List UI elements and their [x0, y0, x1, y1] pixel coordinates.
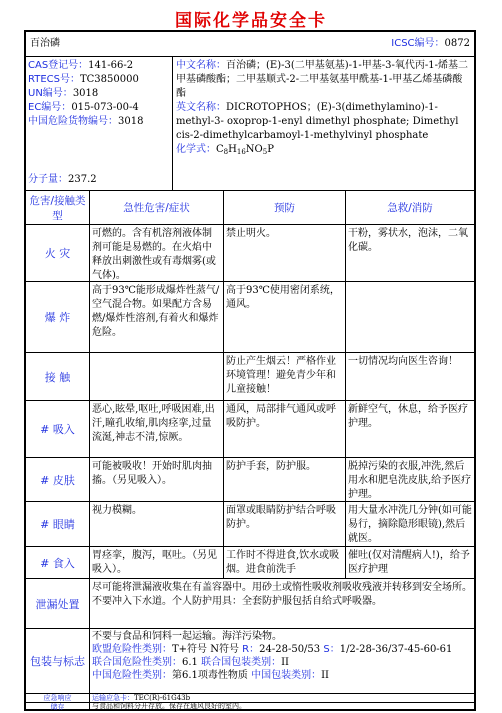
aid-explosion [345, 282, 474, 352]
prevent-contact: 防止产生烟云！严格作业环境管理！避免青少年和儿童接触！ [223, 353, 345, 400]
header-prevention: 预防 [223, 191, 345, 224]
emergency-label: 应急响应 [43, 694, 72, 702]
type-fire: 火 灾 [44, 247, 71, 260]
prevent-fire: 禁止明火。 [223, 225, 345, 281]
hazard-table-header [26, 190, 474, 224]
packaging-label: 包装与标志 [30, 654, 85, 668]
ec-line: EC编号：015-073-00-4 [28, 102, 139, 113]
type-skin: # 皮肤 [40, 473, 75, 487]
storage-label: 储存 [26, 702, 89, 710]
aid-inhalation: 新鲜空气，休息，给予医疗护理。 [345, 401, 474, 457]
prevent-ingestion: 工作时不得进食,饮水或吸烟。进食前洗手 [223, 547, 345, 578]
prevent-skin: 防护手套，防护服。 [223, 458, 345, 501]
type-inhalation: # 吸入 [40, 423, 75, 436]
packaging-text [89, 628, 474, 693]
aid-eyes: 用大量水冲洗几分钟(如可能易行，摘除隐形眼镜),然后就医。 [345, 502, 474, 546]
symptom-eyes: 视力模糊。 [89, 502, 223, 546]
cn-dangerous-goods-line: 中国危险货物编号：3018 [28, 116, 144, 127]
hazard-row-ingestion [26, 546, 474, 578]
chemical-name: 百治磷 [30, 38, 60, 49]
hazard-row-skin [26, 457, 474, 501]
molecular-weight: 分子量：237.2 [28, 174, 97, 185]
symptom-contact [89, 353, 223, 400]
un-line: UN编号：3018 [28, 88, 99, 99]
hazard-row-contact [26, 352, 474, 400]
name-row [26, 32, 474, 56]
safety-card [24, 30, 476, 711]
hazard-row-explosion [26, 281, 474, 352]
packaging-eu-line: 欧盟危险性类别：T+符号 N符号 R：24-28-50/53 S：1/2-28-36/37-45-60-61 [92, 644, 453, 655]
rtecs-line: RTECS号：TC3850000 [28, 74, 139, 85]
header-first-aid: 急救/消防 [345, 191, 474, 224]
aid-ingestion: 催吐(仅对清醒病人!)，给予医疗护理 [345, 547, 474, 578]
hazard-row-eyes [26, 501, 474, 546]
packaging-un-line: 联合国危险性类别：6.1 联合国包装类别：II [92, 657, 289, 668]
type-explosion: 爆 炸 [44, 311, 71, 324]
emergency-text: 运输应急卡：TEC(R)-61G43b [89, 694, 474, 702]
header-symptoms: 急性危害/症状 [89, 191, 223, 224]
type-contact: 接 触 [44, 370, 71, 384]
symptom-ingestion: 胃痉挛，腹泻，呕吐。（另见吸入）。 [89, 547, 223, 578]
icsc-label: ICSC编号： [391, 38, 445, 49]
aid-skin: 脱掉污染的衣服,冲洗,然后用水和肥皂洗皮肤,给予医疗护理。 [345, 458, 474, 501]
prevent-inhalation: 通风，局部排气通风或呼吸防护。 [223, 401, 345, 457]
header-type: 危害/接触类型 [29, 194, 86, 222]
symptom-explosion: 高于93℃能形成爆炸性蒸气/空气混合物。如果配方含易燃/爆炸性溶剂,有着火和爆炸危险。 [89, 282, 223, 352]
id-numbers [26, 57, 172, 190]
aid-contact: 一切情况均向医生咨询！ [345, 353, 474, 400]
spill-text: 尽可能将泄漏液收集在有盖容器中。用砂土或惰性吸收剂吸收残液并转移到安全场所。不要冲入下水道。个人防护用具：全套防护服包括自给式呼吸器。 [89, 579, 474, 628]
prevent-explosion: 高于93℃使用密闭系统，通风。 [223, 282, 345, 352]
icsc-value: 0872 [444, 38, 470, 49]
symptom-inhalation: 恶心,眩晕,呕吐,呼吸困难,出汗,瞳孔收缩,肌肉痉挛,过量流涎,神志不清,惊厥。 [89, 401, 223, 457]
chinese-name: 中文名称：百治磷；(E)-3(二甲基氨基)-1-甲基-3-氧代丙-1-烯基二甲基磷酸酯；二甲基顺式-2-二甲基氨基甲酰基-1-甲基乙烯基磷酸酯 [176, 60, 469, 99]
storage-text: 与食品和饲料分开存放。保存在通风良好的室内。 [89, 702, 474, 710]
packaging-cn-line: 中国危险性类别：第6.1项毒性物质 中国包装类别：II [92, 670, 329, 681]
english-name: 英文名称：DICROTOPHOS；(E)-3(dimethylamino)-1-methyl-3- oxoprop-1-enyl dimethyl phosphate; Dimethyl cis-2-dimethylcarbamoyl-1-methylvinyl phosphate [176, 102, 459, 141]
packaging-line-1: 不要与食品和饲料一起运输。海洋污染物。 [92, 631, 282, 642]
symptom-fire: 可燃的。含有机溶剂液体制剂可能是易燃的。在火焰中释放出刺激性或有毒烟雾(或气体)。 [89, 225, 223, 281]
hazard-row-inhalation [26, 400, 474, 457]
cas-line: CAS登记号：141-66-2 [28, 60, 134, 71]
symptom-skin: 可能被吸收！开始时肌肉抽搐。（另见吸入）。 [89, 458, 223, 501]
names-block [172, 57, 474, 190]
type-eyes: # 眼睛 [40, 518, 75, 531]
emergency-row-divider [26, 693, 474, 694]
page-title: 国际化学品安全卡 [175, 11, 327, 31]
spill-row [26, 578, 474, 628]
type-ingestion: # 食入 [40, 556, 75, 570]
chemical-formula: 化学式：$C_8H_{16}NO_5P$ [176, 144, 274, 156]
identification-block [26, 56, 474, 190]
packaging-row [26, 628, 474, 693]
icsc-number [330, 32, 470, 56]
aid-fire: 干粉，雾状水，泡沫，二氧化碳。 [345, 225, 474, 281]
spill-label: 泄漏处置 [35, 597, 80, 611]
prevent-eyes: 面罩或眼睛防护结合呼吸防护。 [223, 502, 345, 546]
hazard-row-fire [26, 224, 474, 281]
